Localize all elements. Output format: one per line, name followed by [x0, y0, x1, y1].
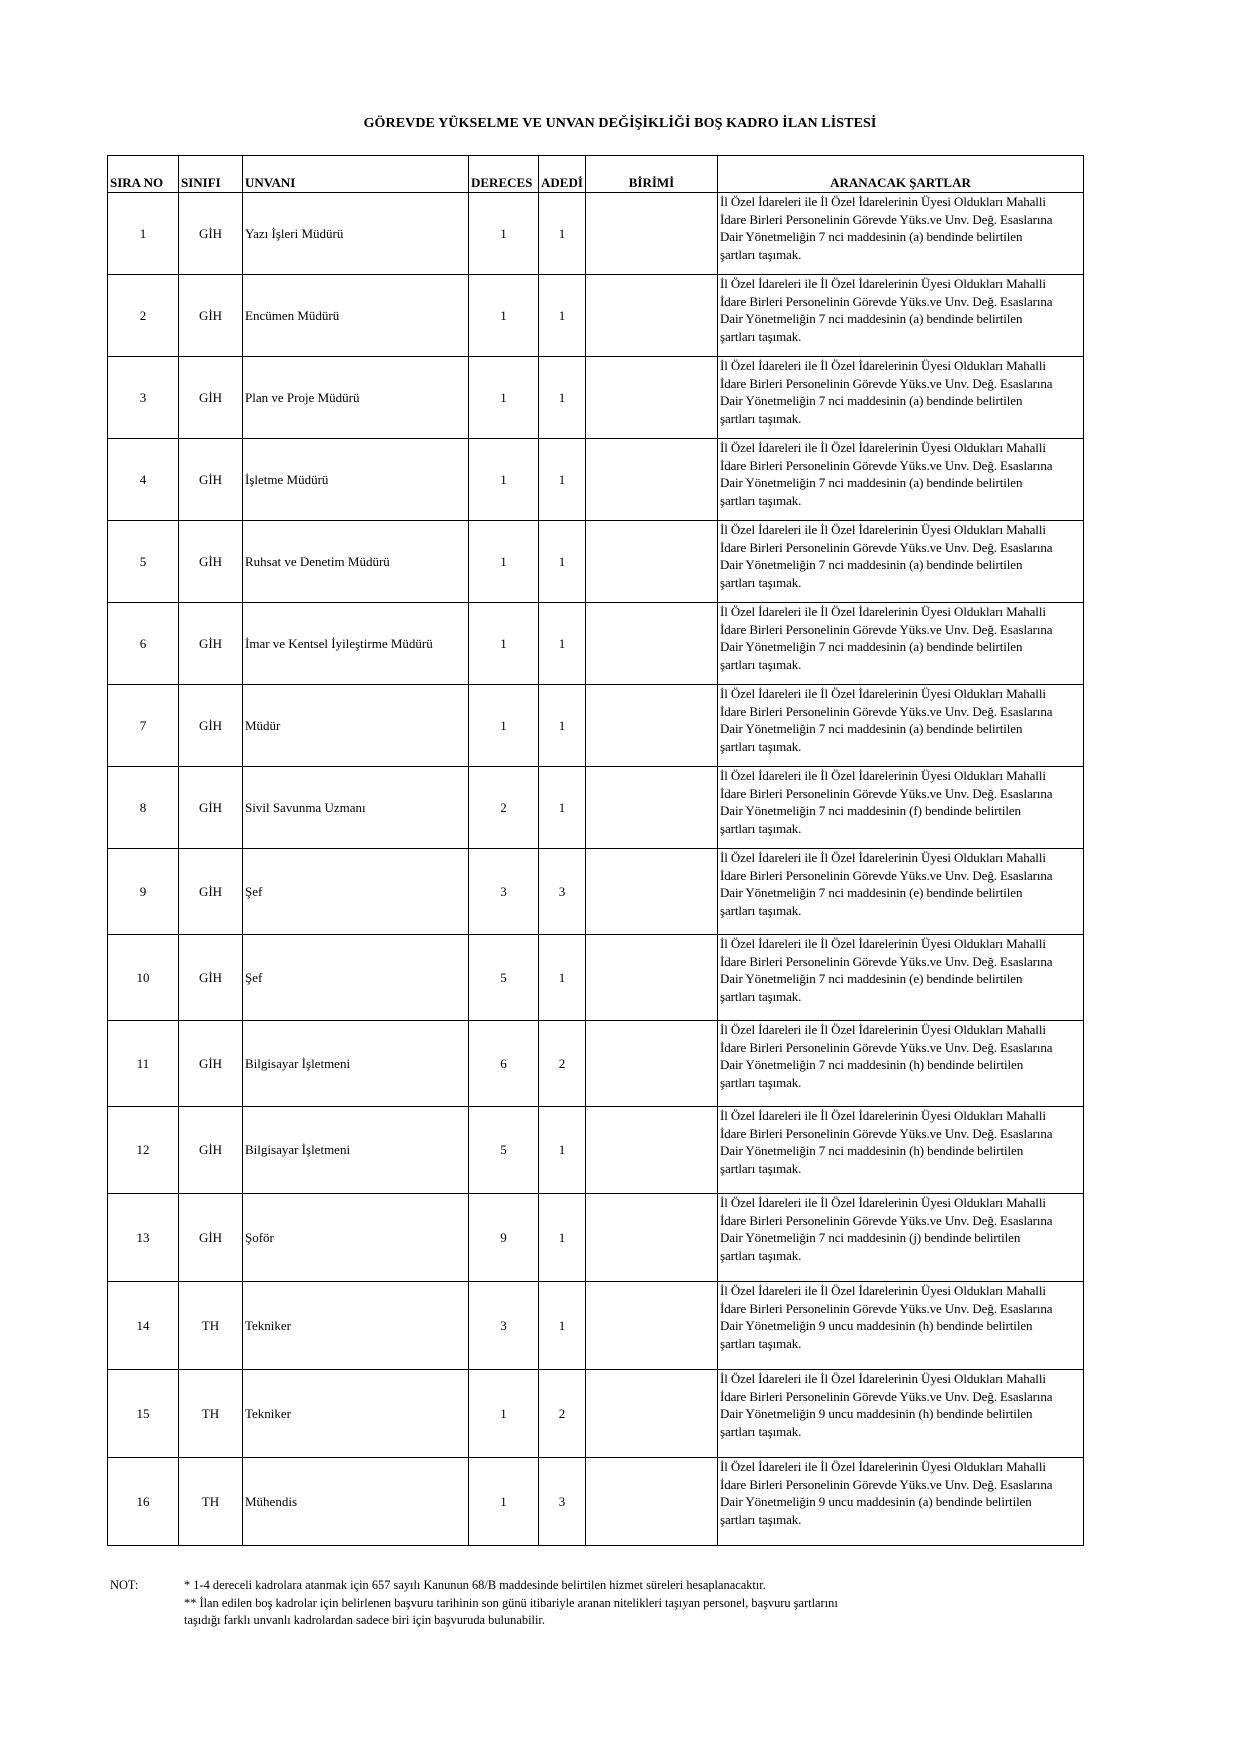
note-label: NOT: — [110, 1578, 139, 1592]
table-row — [108, 193, 1084, 275]
condition-line: İl Özel İdareleri ile İl Özel İdarelerinin Üyesi Oldukları Mahalli — [720, 276, 1046, 291]
cell-adedi: 1 — [539, 1107, 586, 1194]
cell-sinifi: GİH — [179, 603, 243, 685]
condition-line: şartları taşımak. — [720, 1247, 802, 1263]
table-row — [108, 1370, 1084, 1458]
cell-aranacak-sartlar — [718, 1107, 1084, 1194]
cell-adedi: 2 — [539, 1021, 586, 1107]
cell-sinifi: GİH — [179, 1107, 243, 1194]
cell-unvani: Ruhsat ve Denetim Müdürü — [243, 521, 469, 603]
condition-line: İdare Birleri Personelinin Görevde Yüks.ve Unv. Değ. Esaslarına — [720, 539, 1053, 555]
condition-line: şartları taşımak. — [720, 988, 802, 1004]
cell-adedi: 3 — [539, 849, 586, 935]
cell-derece: 1 — [469, 685, 539, 767]
cell-adedi: 1 — [539, 767, 586, 849]
cell-derece: 1 — [469, 603, 539, 685]
condition-line: İdare Birleri Personelinin Görevde Yüks.ve Unv. Değ. Esaslarına — [720, 867, 1053, 883]
note-text — [184, 1577, 944, 1630]
condition-line: Dair Yönetmeliğin 7 nci maddesinin (a) bendinde belirtilen — [720, 639, 1023, 655]
condition-line: İdare Birleri Personelinin Görevde Yüks.ve Unv. Değ. Esaslarına — [720, 1300, 1053, 1316]
condition-line: şartları taşımak. — [720, 1074, 802, 1090]
cell-sira-no: 10 — [108, 935, 179, 1021]
cell-birimi — [586, 193, 718, 275]
condition-line: Dair Yönetmeliğin 9 uncu maddesinin (a) bendinde belirtilen — [720, 1494, 1032, 1510]
cell-derece: 6 — [469, 1021, 539, 1107]
cell-derece: 2 — [469, 767, 539, 849]
cell-sinifi: TH — [179, 1370, 243, 1458]
cell-unvani: Bilgisayar İşletmeni — [243, 1021, 469, 1107]
cell-sinifi: GİH — [179, 521, 243, 603]
cell-derece: 1 — [469, 1370, 539, 1458]
vacancy-table — [107, 155, 1084, 1546]
cell-sinifi: GİH — [179, 685, 243, 767]
cell-unvani: Tekniker — [243, 1370, 469, 1458]
header-unvani: UNVANI — [243, 156, 469, 193]
table-row — [108, 1107, 1084, 1194]
header-adedi: ADEDİ — [539, 156, 586, 193]
cell-birimi — [586, 357, 718, 439]
table-row — [108, 275, 1084, 357]
cell-unvani: Müdür — [243, 685, 469, 767]
condition-line: İdare Birleri Personelinin Görevde Yüks.ve Unv. Değ. Esaslarına — [720, 211, 1053, 227]
condition-line: şartları taşımak. — [720, 246, 802, 262]
condition-line: şartları taşımak. — [720, 902, 802, 918]
cell-sira-no: 16 — [108, 1458, 179, 1546]
cell-derece: 1 — [469, 357, 539, 439]
condition-line: şartları taşımak. — [720, 410, 802, 426]
cell-birimi — [586, 935, 718, 1021]
cell-sira-no: 7 — [108, 685, 179, 767]
condition-line: İdare Birleri Personelinin Görevde Yüks.ve Unv. Değ. Esaslarına — [720, 1476, 1053, 1492]
condition-line: İdare Birleri Personelinin Görevde Yüks.ve Unv. Değ. Esaslarına — [720, 785, 1053, 801]
condition-line: Dair Yönetmeliğin 7 nci maddesinin (a) bendinde belirtilen — [720, 393, 1023, 409]
cell-aranacak-sartlar — [718, 275, 1084, 357]
cell-adedi: 1 — [539, 521, 586, 603]
table-row — [108, 1194, 1084, 1282]
header-sartlar: ARANACAK ŞARTLAR — [718, 156, 1084, 193]
cell-sinifi: GİH — [179, 1194, 243, 1282]
condition-line: şartları taşımak. — [720, 820, 802, 836]
cell-unvani: Bilgisayar İşletmeni — [243, 1107, 469, 1194]
condition-line: şartları taşımak. — [720, 656, 802, 672]
cell-aranacak-sartlar — [718, 767, 1084, 849]
cell-adedi: 1 — [539, 685, 586, 767]
condition-line: Dair Yönetmeliğin 9 uncu maddesinin (h) bendinde belirtilen — [720, 1318, 1033, 1334]
condition-line: şartları taşımak. — [720, 1423, 802, 1439]
cell-aranacak-sartlar — [718, 1194, 1084, 1282]
cell-sira-no: 13 — [108, 1194, 179, 1282]
cell-sinifi: GİH — [179, 935, 243, 1021]
cell-adedi: 1 — [539, 439, 586, 521]
condition-line: İl Özel İdareleri ile İl Özel İdarelerinin Üyesi Oldukları Mahalli — [720, 850, 1046, 865]
cell-aranacak-sartlar — [718, 1021, 1084, 1107]
cell-derece: 1 — [469, 193, 539, 275]
condition-line: İdare Birleri Personelinin Görevde Yüks.ve Unv. Değ. Esaslarına — [720, 1212, 1053, 1228]
condition-line: İdare Birleri Personelinin Görevde Yüks.ve Unv. Değ. Esaslarına — [720, 703, 1053, 719]
cell-derece: 5 — [469, 935, 539, 1021]
note-line: ** İlan edilen boş kadrolar için belirlenen başvuru tarihinin son günü itibariyle aranan nitelikleri taşıyan personel, başvuru şartlarını — [184, 1595, 838, 1610]
cell-birimi — [586, 1194, 718, 1282]
table-row — [108, 1458, 1084, 1546]
cell-sinifi: TH — [179, 1282, 243, 1370]
cell-sinifi: GİH — [179, 767, 243, 849]
condition-line: şartları taşımak. — [720, 1511, 802, 1527]
cell-sira-no: 4 — [108, 439, 179, 521]
cell-birimi — [586, 1370, 718, 1458]
table-row — [108, 935, 1084, 1021]
condition-line: İl Özel İdareleri ile İl Özel İdarelerinin Üyesi Oldukları Mahalli — [720, 1283, 1046, 1298]
cell-sira-no: 11 — [108, 1021, 179, 1107]
condition-line: şartları taşımak. — [720, 738, 802, 754]
cell-sira-no: 12 — [108, 1107, 179, 1194]
condition-line: İl Özel İdareleri ile İl Özel İdarelerinin Üyesi Oldukları Mahalli — [720, 1022, 1046, 1037]
cell-sira-no: 3 — [108, 357, 179, 439]
cell-birimi — [586, 1021, 718, 1107]
cell-unvani: İmar ve Kentsel İyileştirme Müdürü — [243, 603, 469, 685]
table-row — [108, 521, 1084, 603]
header-birimi: BİRİMİ — [586, 156, 718, 193]
table-row — [108, 357, 1084, 439]
condition-line: şartları taşımak. — [720, 492, 802, 508]
condition-line: Dair Yönetmeliğin 7 nci maddesinin (a) bendinde belirtilen — [720, 229, 1023, 245]
cell-birimi — [586, 1458, 718, 1546]
cell-unvani: Encümen Müdürü — [243, 275, 469, 357]
cell-sira-no: 8 — [108, 767, 179, 849]
condition-line: Dair Yönetmeliğin 7 nci maddesinin (e) bendinde belirtilen — [720, 971, 1023, 987]
cell-adedi: 1 — [539, 193, 586, 275]
condition-line: Dair Yönetmeliğin 7 nci maddesinin (a) bendinde belirtilen — [720, 475, 1023, 491]
cell-birimi — [586, 439, 718, 521]
condition-line: İl Özel İdareleri ile İl Özel İdarelerinin Üyesi Oldukları Mahalli — [720, 1108, 1046, 1123]
condition-line: İl Özel İdareleri ile İl Özel İdarelerinin Üyesi Oldukları Mahalli — [720, 194, 1046, 209]
condition-line: Dair Yönetmeliğin 7 nci maddesinin (j) bendinde belirtilen — [720, 1230, 1021, 1246]
cell-sinifi: GİH — [179, 357, 243, 439]
condition-line: Dair Yönetmeliğin 7 nci maddesinin (e) bendinde belirtilen — [720, 885, 1023, 901]
condition-line: İl Özel İdareleri ile İl Özel İdarelerinin Üyesi Oldukları Mahalli — [720, 604, 1046, 619]
condition-line: İdare Birleri Personelinin Görevde Yüks.ve Unv. Değ. Esaslarına — [720, 293, 1053, 309]
condition-line: İdare Birleri Personelinin Görevde Yüks.ve Unv. Değ. Esaslarına — [720, 953, 1053, 969]
cell-sinifi: GİH — [179, 275, 243, 357]
table-row — [108, 1021, 1084, 1107]
condition-line: İl Özel İdareleri ile İl Özel İdarelerinin Üyesi Oldukları Mahalli — [720, 358, 1046, 373]
cell-unvani: Tekniker — [243, 1282, 469, 1370]
cell-adedi: 2 — [539, 1370, 586, 1458]
cell-aranacak-sartlar — [718, 357, 1084, 439]
cell-birimi — [586, 1107, 718, 1194]
cell-adedi: 1 — [539, 935, 586, 1021]
page-title: GÖREVDE YÜKSELME VE UNVAN DEĞİŞİKLİĞİ BOŞ KADRO İLAN LİSTESİ — [363, 116, 877, 131]
condition-line: Dair Yönetmeliğin 7 nci maddesinin (a) bendinde belirtilen — [720, 311, 1023, 327]
table-row — [108, 767, 1084, 849]
condition-line: İl Özel İdareleri ile İl Özel İdarelerinin Üyesi Oldukları Mahalli — [720, 522, 1046, 537]
cell-sinifi: GİH — [179, 849, 243, 935]
condition-line: İdare Birleri Personelinin Görevde Yüks.ve Unv. Değ. Esaslarına — [720, 375, 1053, 391]
cell-sinifi: GİH — [179, 1021, 243, 1107]
cell-aranacak-sartlar — [718, 439, 1084, 521]
cell-aranacak-sartlar — [718, 685, 1084, 767]
condition-line: İdare Birleri Personelinin Görevde Yüks.ve Unv. Değ. Esaslarına — [720, 621, 1053, 637]
cell-birimi — [586, 1282, 718, 1370]
cell-unvani: İşletme Müdürü — [243, 439, 469, 521]
cell-birimi — [586, 849, 718, 935]
condition-line: Dair Yönetmeliğin 9 uncu maddesinin (h) bendinde belirtilen — [720, 1406, 1033, 1422]
cell-derece: 9 — [469, 1194, 539, 1282]
condition-line: İl Özel İdareleri ile İl Özel İdarelerinin Üyesi Oldukları Mahalli — [720, 686, 1046, 701]
cell-derece: 1 — [469, 521, 539, 603]
table-row — [108, 685, 1084, 767]
header-sira-no: SIRA NO — [108, 156, 179, 193]
cell-sinifi: TH — [179, 1458, 243, 1546]
condition-line: şartları taşımak. — [720, 574, 802, 590]
cell-unvani: Mühendis — [243, 1458, 469, 1546]
cell-birimi — [586, 603, 718, 685]
condition-line: Dair Yönetmeliğin 7 nci maddesinin (a) bendinde belirtilen — [720, 557, 1023, 573]
cell-aranacak-sartlar — [718, 1458, 1084, 1546]
condition-line: İl Özel İdareleri ile İl Özel İdarelerinin Üyesi Oldukları Mahalli — [720, 768, 1046, 783]
condition-line: Dair Yönetmeliğin 7 nci maddesinin (h) bendinde belirtilen — [720, 1143, 1024, 1159]
condition-line: İl Özel İdareleri ile İl Özel İdarelerinin Üyesi Oldukları Mahalli — [720, 440, 1046, 455]
condition-line: İl Özel İdareleri ile İl Özel İdarelerinin Üyesi Oldukları Mahalli — [720, 1371, 1046, 1386]
cell-derece: 3 — [469, 849, 539, 935]
cell-derece: 1 — [469, 439, 539, 521]
cell-sira-no: 5 — [108, 521, 179, 603]
condition-line: Dair Yönetmeliğin 7 nci maddesinin (f) bendinde belirtilen — [720, 803, 1021, 819]
cell-derece: 1 — [469, 275, 539, 357]
condition-line: İl Özel İdareleri ile İl Özel İdarelerinin Üyesi Oldukları Mahalli — [720, 1459, 1046, 1474]
cell-adedi: 3 — [539, 1458, 586, 1546]
table-row — [108, 849, 1084, 935]
table-header-row — [108, 156, 1084, 193]
cell-sira-no: 15 — [108, 1370, 179, 1458]
cell-aranacak-sartlar — [718, 603, 1084, 685]
cell-adedi: 1 — [539, 1194, 586, 1282]
cell-birimi — [586, 767, 718, 849]
cell-adedi: 1 — [539, 1282, 586, 1370]
condition-line: İl Özel İdareleri ile İl Özel İdarelerinin Üyesi Oldukları Mahalli — [720, 1195, 1046, 1210]
cell-adedi: 1 — [539, 275, 586, 357]
table-row — [108, 1282, 1084, 1370]
cell-unvani: Plan ve Proje Müdürü — [243, 357, 469, 439]
cell-sira-no: 2 — [108, 275, 179, 357]
cell-unvani: Sivil Savunma Uzmanı — [243, 767, 469, 849]
condition-line: İdare Birleri Personelinin Görevde Yüks.ve Unv. Değ. Esaslarına — [720, 1125, 1053, 1141]
condition-line: şartları taşımak. — [720, 328, 802, 344]
header-derece: DERECES — [469, 156, 539, 193]
cell-aranacak-sartlar — [718, 849, 1084, 935]
cell-birimi — [586, 685, 718, 767]
header-sinifi: SINIFI — [179, 156, 243, 193]
cell-unvani: Şoför — [243, 1194, 469, 1282]
cell-sira-no: 6 — [108, 603, 179, 685]
cell-aranacak-sartlar — [718, 1282, 1084, 1370]
cell-adedi: 1 — [539, 603, 586, 685]
cell-derece: 1 — [469, 1458, 539, 1546]
condition-line: Dair Yönetmeliğin 7 nci maddesinin (h) bendinde belirtilen — [720, 1057, 1024, 1073]
cell-derece: 3 — [469, 1282, 539, 1370]
cell-unvani: Şef — [243, 849, 469, 935]
cell-adedi: 1 — [539, 357, 586, 439]
cell-birimi — [586, 275, 718, 357]
table-body — [108, 193, 1084, 1546]
cell-sira-no: 1 — [108, 193, 179, 275]
condition-line: Dair Yönetmeliğin 7 nci maddesinin (a) bendinde belirtilen — [720, 721, 1023, 737]
table-row — [108, 439, 1084, 521]
condition-line: İdare Birleri Personelinin Görevde Yüks.ve Unv. Değ. Esaslarına — [720, 1039, 1053, 1055]
note-line: * 1-4 dereceli kadrolara atanmak için 657 sayılı Kanunun 68/B maddesinde belirtilen hizmet süreleri hesaplanacaktır. — [184, 1578, 766, 1592]
condition-line: İdare Birleri Personelinin Görevde Yüks.ve Unv. Değ. Esaslarına — [720, 1388, 1053, 1404]
cell-derece: 5 — [469, 1107, 539, 1194]
condition-line: şartları taşımak. — [720, 1335, 802, 1351]
condition-line: şartları taşımak. — [720, 1160, 802, 1176]
table-row — [108, 603, 1084, 685]
cell-sira-no: 14 — [108, 1282, 179, 1370]
condition-line: İdare Birleri Personelinin Görevde Yüks.ve Unv. Değ. Esaslarına — [720, 457, 1053, 473]
cell-unvani: Yazı İşleri Müdürü — [243, 193, 469, 275]
cell-aranacak-sartlar — [718, 935, 1084, 1021]
cell-aranacak-sartlar — [718, 193, 1084, 275]
cell-aranacak-sartlar — [718, 1370, 1084, 1458]
cell-unvani: Şef — [243, 935, 469, 1021]
note-line: taşıdığı farklı unvanlı kadrolardan sadece biri için başvuruda bulunabilir. — [184, 1613, 545, 1627]
cell-sinifi: GİH — [179, 439, 243, 521]
cell-aranacak-sartlar — [718, 521, 1084, 603]
cell-birimi — [586, 521, 718, 603]
cell-sira-no: 9 — [108, 849, 179, 935]
condition-line: İl Özel İdareleri ile İl Özel İdarelerinin Üyesi Oldukları Mahalli — [720, 936, 1046, 951]
cell-sinifi: GİH — [179, 193, 243, 275]
